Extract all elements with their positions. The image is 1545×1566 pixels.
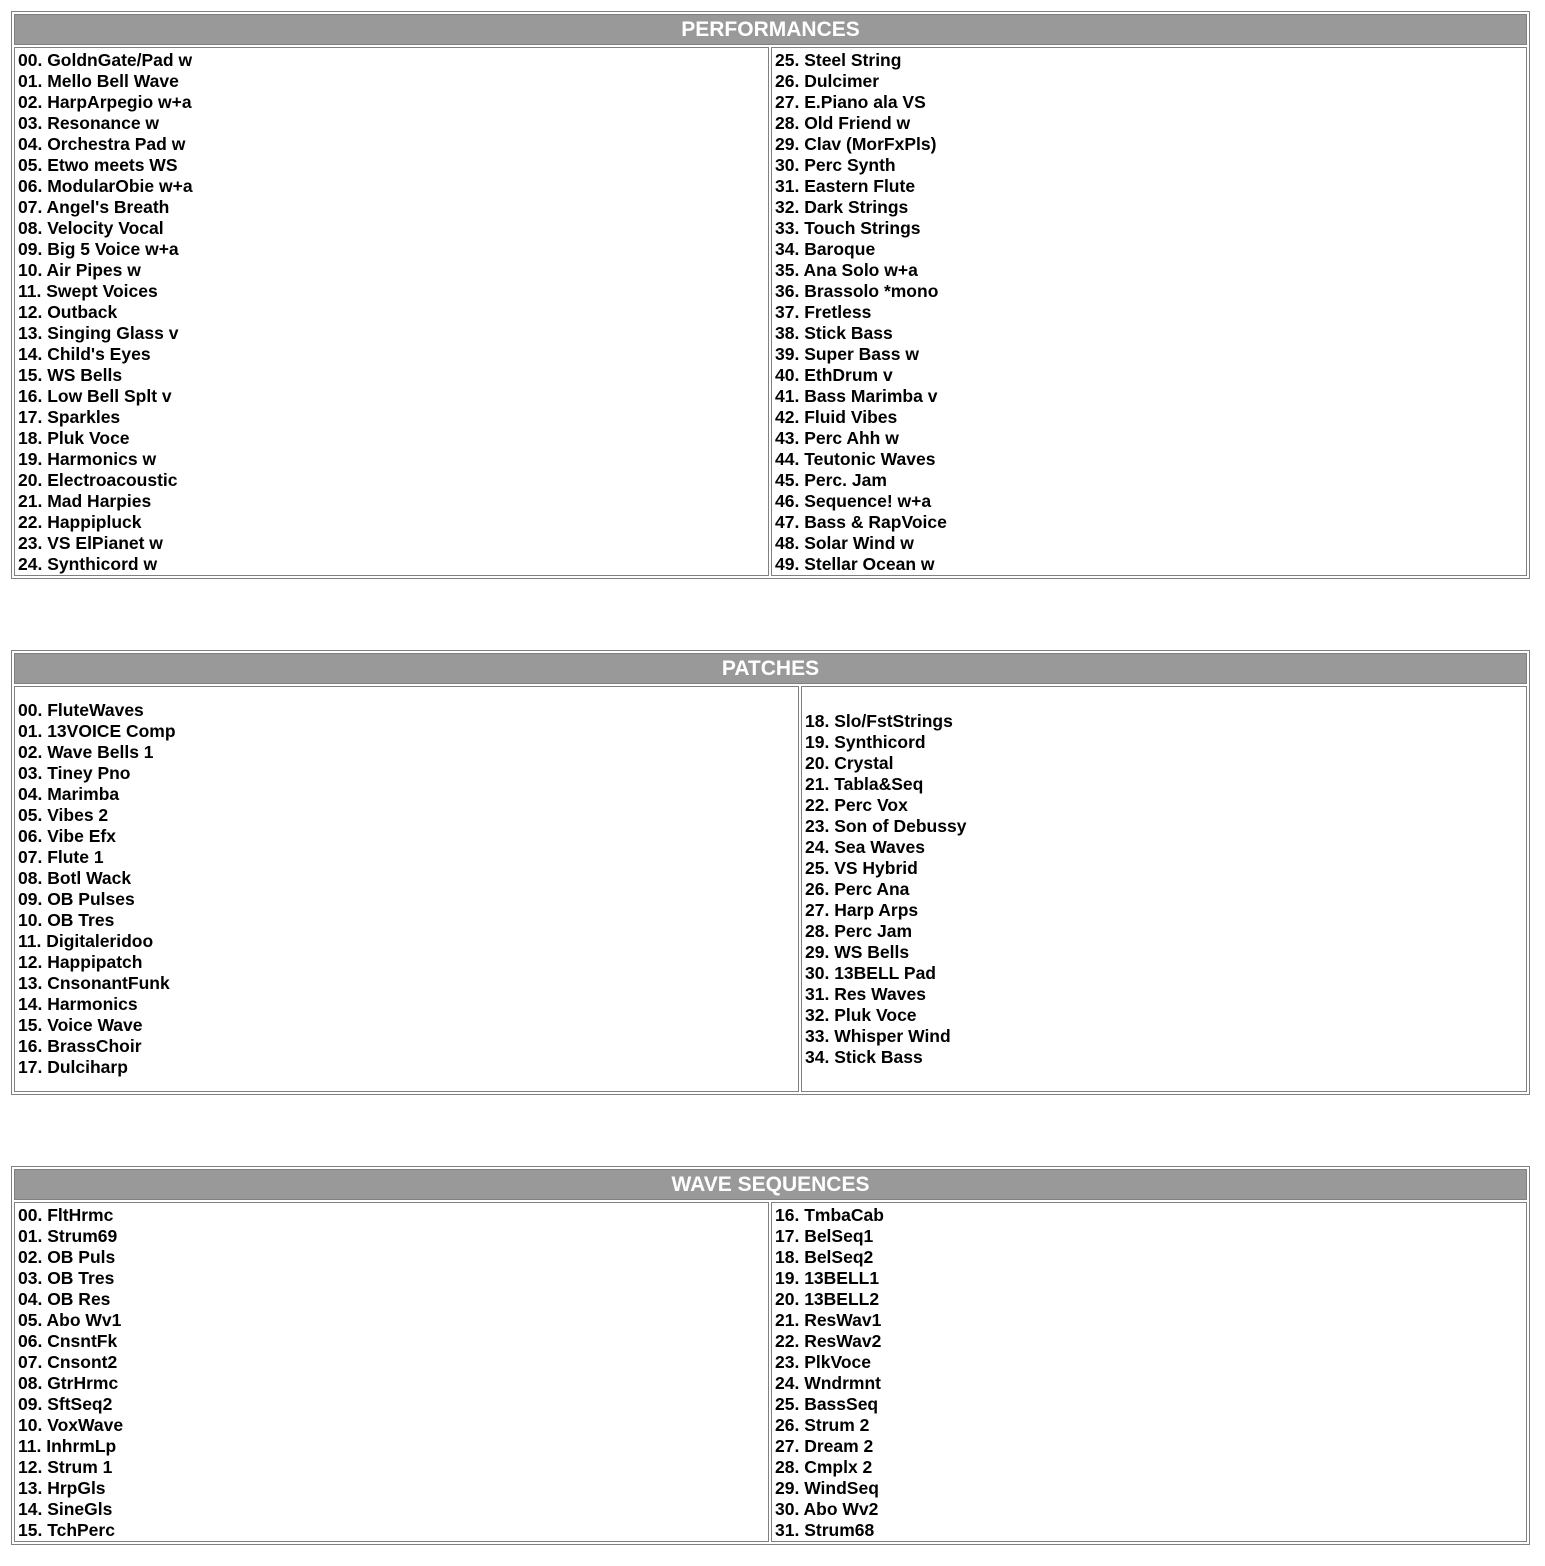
patches-left-column — [14, 686, 799, 1092]
list-item: 24. Wndrmnt — [775, 1373, 881, 1393]
list-item: 19. Synthicord — [805, 731, 926, 752]
list-item: 07. Angel's Breath — [18, 197, 170, 217]
list-item: 18. BelSeq2 — [775, 1247, 874, 1267]
list-item: 29. WindSeq — [775, 1478, 879, 1498]
list-item: 33. Touch Strings — [775, 218, 921, 238]
list-item: 08. Velocity Vocal — [18, 218, 164, 238]
list-item: 02. HarpArpegio w+a — [18, 92, 192, 112]
list-item: 40. EthDrum v — [775, 365, 893, 385]
list-item: 13. CnsonantFunk — [18, 973, 170, 993]
list-item: 32. Dark Strings — [775, 197, 909, 217]
list-item: 15. TchPerc — [18, 1520, 115, 1540]
list-item: 04. Orchestra Pad w — [18, 134, 186, 154]
list-item: 21. Tabla&Seq — [805, 773, 924, 794]
performances-left-list — [18, 50, 768, 575]
list-item: 01. 13VOICE Comp — [18, 721, 176, 741]
list-item: 15. WS Bells — [18, 365, 123, 385]
patches-table — [11, 650, 1530, 1095]
list-item: 25. Steel String — [775, 50, 902, 70]
list-item: 20. 13BELL2 — [775, 1289, 880, 1309]
list-item: 24. Synthicord w — [18, 554, 158, 574]
list-item: 28. Old Friend w — [775, 113, 911, 133]
list-item: 19. 13BELL1 — [775, 1268, 880, 1288]
list-item: 06. Vibe Efx — [18, 826, 116, 846]
list-item: 27. E.Piano ala VS — [775, 92, 926, 112]
patches-right-list — [805, 711, 1526, 1068]
list-item: 10. OB Tres — [18, 910, 115, 930]
list-item: 16. TmbaCab — [775, 1205, 884, 1225]
list-item: 39. Super Bass w — [775, 344, 919, 364]
list-item: 01. Mello Bell Wave — [18, 71, 179, 91]
list-item: 44. Teutonic Waves — [775, 449, 936, 469]
list-item: 02. OB Puls — [18, 1247, 116, 1267]
list-item: 22. Perc Vox — [805, 794, 908, 815]
wave-sequences-table — [11, 1166, 1530, 1545]
list-item: 31. Eastern Flute — [775, 176, 916, 196]
list-item: 16. BrassChoir — [18, 1036, 142, 1056]
list-item: 17. BelSeq1 — [775, 1226, 874, 1246]
list-item: 17. Dulciharp — [18, 1057, 128, 1077]
list-item: 21. ResWav1 — [775, 1310, 882, 1330]
list-item: 12. Happipatch — [18, 952, 143, 972]
list-item: 12. Outback — [18, 302, 118, 322]
list-item: 49. Stellar Ocean w — [775, 554, 935, 574]
list-item: 31. Strum68 — [775, 1520, 875, 1540]
list-item: 06. CnsntFk — [18, 1331, 118, 1351]
wave-sequences-right-list — [775, 1205, 1526, 1541]
list-item: 21. Mad Harpies — [18, 491, 152, 511]
list-item: 18. Slo/FstStrings — [805, 710, 953, 731]
list-item: 00. FltHrmc — [18, 1205, 114, 1225]
list-item: 23. PlkVoce — [775, 1352, 871, 1372]
list-item: 04. OB Res — [18, 1289, 111, 1309]
list-item: 35. Ana Solo w+a — [775, 260, 918, 280]
list-item: 02. Wave Bells 1 — [18, 742, 154, 762]
list-item: 10. Air Pipes w — [18, 260, 141, 280]
list-item: 41. Bass Marimba v — [775, 386, 938, 406]
list-item: 43. Perc Ahh w — [775, 428, 899, 448]
list-item: 26. Strum 2 — [775, 1415, 870, 1435]
wave-sequences-left-list — [18, 1205, 768, 1541]
list-item: 23. Son of Debussy — [805, 815, 967, 836]
list-item: 16. Low Bell Splt v — [18, 386, 172, 406]
list-item: 03. Tiney Pno — [18, 763, 131, 783]
list-item: 37. Fretless — [775, 302, 872, 322]
list-item: 24. Sea Waves — [805, 836, 925, 857]
performances-left-column — [14, 47, 769, 576]
list-item: 26. Perc Ana — [805, 878, 910, 899]
list-item: 13. Singing Glass v — [18, 323, 179, 343]
list-item: 34. Baroque — [775, 239, 876, 259]
list-item: 07. Cnsont2 — [18, 1352, 118, 1372]
list-item: 10. VoxWave — [18, 1415, 124, 1435]
list-item: 14. Harmonics — [18, 994, 138, 1014]
list-item: 13. HrpGls — [18, 1478, 106, 1498]
list-item: 26. Dulcimer — [775, 71, 880, 91]
list-item: 11. InhrmLp — [18, 1436, 117, 1456]
list-item: 27. Dream 2 — [775, 1436, 874, 1456]
list-item: 09. SftSeq2 — [18, 1394, 113, 1414]
list-item: 08. GtrHrmc — [18, 1373, 119, 1393]
list-item: 06. ModularObie w+a — [18, 176, 193, 196]
wave-sequences-right-column — [771, 1202, 1527, 1542]
list-item: 25. BassSeq — [775, 1394, 879, 1414]
list-item: 17. Sparkles — [18, 407, 121, 427]
list-item: 33. Whisper Wind — [805, 1025, 951, 1046]
list-item: 01. Strum69 — [18, 1226, 118, 1246]
list-item: 20. Electroacoustic — [18, 470, 178, 490]
list-item: 22. Happipluck — [18, 512, 142, 532]
list-item: 30. 13BELL Pad — [805, 962, 936, 983]
performances-table — [11, 11, 1530, 579]
performances-header: PERFORMANCES — [14, 14, 1527, 45]
list-item: 15. Voice Wave — [18, 1015, 143, 1035]
list-item: 12. Strum 1 — [18, 1457, 113, 1477]
list-item: 03. OB Tres — [18, 1268, 115, 1288]
list-item: 18. Pluk Voce — [18, 428, 130, 448]
list-item: 27. Harp Arps — [805, 899, 919, 920]
list-item: 11. Digitaleridoo — [18, 931, 154, 951]
list-item: 30. Abo Wv2 — [775, 1499, 879, 1519]
list-item: 32. Pluk Voce — [805, 1004, 917, 1025]
performances-right-column — [771, 47, 1527, 576]
wave-sequences-left-column — [14, 1202, 769, 1542]
list-item: 09. OB Pulses — [18, 889, 135, 909]
patches-header: PATCHES — [14, 653, 1527, 684]
list-item: 45. Perc. Jam — [775, 470, 887, 490]
list-item: 08. Botl Wack — [18, 868, 132, 888]
performances-right-list — [775, 50, 1526, 575]
list-item: 34. Stick Bass — [805, 1046, 923, 1067]
list-item: 14. SineGls — [18, 1499, 113, 1519]
list-item: 38. Stick Bass — [775, 323, 893, 343]
list-item: 25. VS Hybrid — [805, 857, 918, 878]
list-item: 05. Abo Wv1 — [18, 1310, 122, 1330]
list-item: 30. Perc Synth — [775, 155, 896, 175]
list-item: 28. Perc Jam — [805, 920, 913, 941]
list-item: 31. Res Waves — [805, 983, 926, 1004]
list-item: 04. Marimba — [18, 784, 120, 804]
list-item: 09. Big 5 Voice w+a — [18, 239, 179, 259]
list-item: 00. FluteWaves — [18, 700, 144, 720]
list-item: 07. Flute 1 — [18, 847, 104, 867]
list-item: 23. VS ElPianet w — [18, 533, 163, 553]
list-item: 29. WS Bells — [805, 941, 910, 962]
list-item: 00. GoldnGate/Pad w — [18, 50, 193, 70]
list-item: 42. Fluid Vibes — [775, 407, 898, 427]
patches-left-list — [18, 700, 798, 1078]
list-item: 46. Sequence! w+a — [775, 491, 932, 511]
list-item: 36. Brassolo *mono — [775, 281, 939, 301]
list-item: 14. Child's Eyes — [18, 344, 151, 364]
list-item: 20. Crystal — [805, 752, 894, 773]
list-item: 19. Harmonics w — [18, 449, 157, 469]
list-item: 11. Swept Voices — [18, 281, 158, 301]
list-item: 29. Clav (MorFxPls) — [775, 134, 937, 154]
list-item: 47. Bass & RapVoice — [775, 512, 947, 532]
list-item: 03. Resonance w — [18, 113, 160, 133]
patches-right-column — [801, 686, 1527, 1092]
list-item: 28. Cmplx 2 — [775, 1457, 873, 1477]
list-item: 05. Etwo meets WS — [18, 155, 178, 175]
list-item: 22. ResWav2 — [775, 1331, 882, 1351]
list-item: 05. Vibes 2 — [18, 805, 109, 825]
wave-sequences-header: WAVE SEQUENCES — [14, 1169, 1527, 1200]
list-item: 48. Solar Wind w — [775, 533, 914, 553]
